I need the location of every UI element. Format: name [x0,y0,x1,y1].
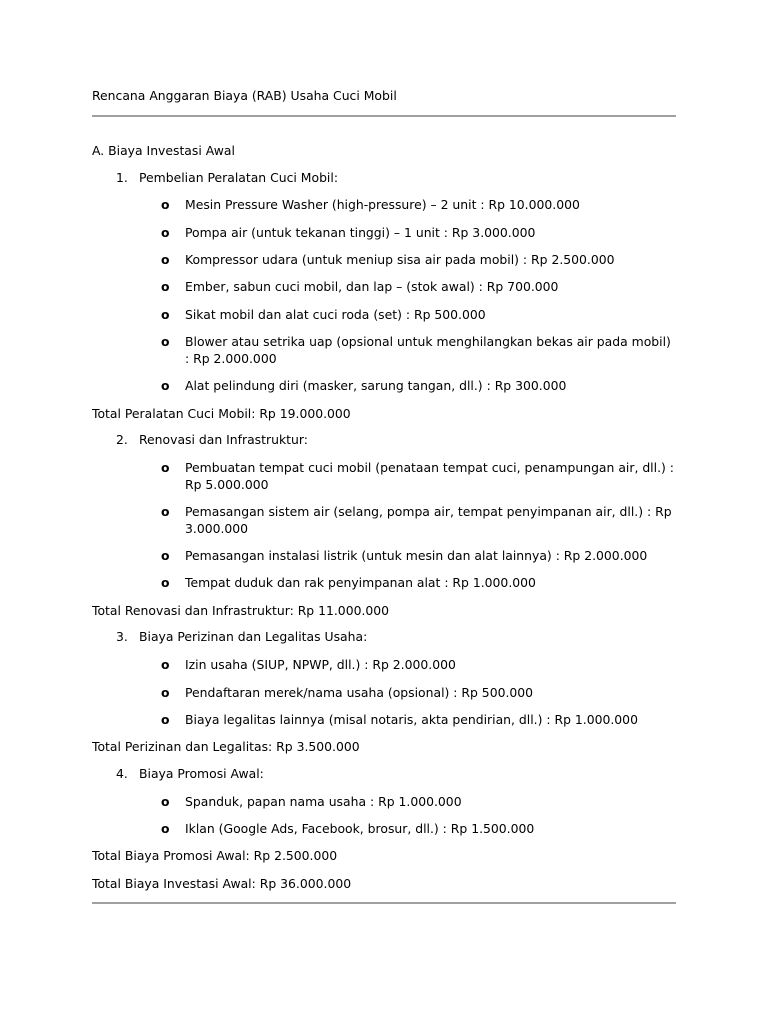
group-heading [92,629,676,646]
item-text: Pembuatan tempat cuci mobil (penataan tempat cuci, penampungan air, dll.) : Rp 5.000.000 [185,459,674,492]
item-list [92,794,676,838]
group-heading [92,766,676,783]
list-item [92,685,676,702]
bottom-divider [92,902,676,904]
list-item [92,794,676,811]
document-page [92,88,676,904]
bullet-icon: o [161,306,170,322]
bullet-icon: o [161,548,170,564]
list-item [92,197,676,214]
group-number: 1. [116,169,128,185]
bullet-icon: o [161,793,170,809]
group-total: Total Renovasi dan Infrastruktur: Rp 11.000.000 [92,602,390,618]
item-text: Pendaftaran merek/nama usaha (opsional) : Rp 500.000 [185,684,534,700]
bullet-icon: o [161,334,170,350]
list-item [92,460,676,493]
bullet-icon: o [161,459,170,475]
item-text: Kompressor udara (untuk meniup sisa air pada mobil) : Rp 2.500.000 [185,252,615,268]
list-item [92,657,676,674]
list-item [92,378,676,395]
item-text: Iklan (Google Ads, Facebook, brosur, dll.) : Rp 1.500.000 [185,821,535,836]
group-number: 3. [116,629,128,645]
group-title: Renovasi dan Infrastruktur: [139,432,308,448]
item-list [92,657,676,728]
item-text: Spanduk, papan nama usaha : Rp 1.000.000 [185,793,462,809]
bullet-icon: o [161,684,170,700]
list-item [92,712,676,729]
list-item [92,821,676,838]
list-item [92,548,676,565]
group-title: Biaya Perizinan dan Legalitas Usaha: [139,629,368,645]
list-item [92,504,676,537]
item-text: Alat pelindung diri (masker, sarung tangan, dll.) : Rp 300.000 [185,378,567,394]
bullet-icon: o [161,197,170,213]
group-total: Total Perizinan dan Legalitas: Rp 3.500.000 [92,739,360,755]
list-item [92,334,676,367]
section-heading: A. Biaya Investasi Awal [92,143,235,158]
group-heading [92,170,676,187]
group-title: Biaya Promosi Awal: [139,765,264,781]
item-text: Sikat mobil dan alat cuci roda (set) : Rp 500.000 [185,306,486,322]
group-total: Total Biaya Promosi Awal: Rp 2.500.000 [92,848,338,864]
item-list [92,197,676,394]
document-title: Rencana Anggaran Biaya (RAB) Usaha Cuci Mobil [92,88,397,103]
top-divider [92,115,676,117]
item-text: Biaya legalitas lainnya (misal notaris, akta pendirian, dll.) : Rp 1.000.000 [185,711,638,727]
item-list [92,460,676,592]
list-item [92,279,676,296]
item-text: Izin usaha (SIUP, NPWP, dll.) : Rp 2.000.000 [185,657,456,673]
bullet-icon: o [161,224,170,240]
list-item [92,307,676,324]
item-text: Pompa air (untuk tekanan tinggi) – 1 unit : Rp 3.000.000 [185,224,536,240]
bullet-icon: o [161,657,170,673]
bullet-icon: o [161,504,170,520]
bullet-icon: o [161,711,170,727]
grand-total: Total Biaya Investasi Awal: Rp 36.000.000 [92,875,352,891]
group-number: 2. [116,432,128,448]
item-text: Pemasangan instalasi listrik (untuk mesin dan alat lainnya) : Rp 2.000.000 [185,548,648,564]
item-text: Blower atau setrika uap (opsional untuk menghilangkan bekas air pada mobil) : Rp 2.000.000 [185,334,671,366]
bullet-icon: o [161,252,170,268]
item-text: Tempat duduk dan rak penyimpanan alat : Rp 1.000.000 [185,575,536,591]
list-item [92,252,676,269]
bullet-icon: o [161,821,170,836]
group-total: Total Peralatan Cuci Mobil: Rp 19.000.000 [92,405,351,421]
group-number: 4. [116,765,128,781]
bullet-icon: o [161,575,170,591]
group-heading [92,432,676,449]
bullet-icon: o [161,279,170,295]
list-item [92,575,676,592]
item-text: Ember, sabun cuci mobil, dan lap – (stok awal) : Rp 700.000 [185,279,559,295]
list-item [92,225,676,242]
item-text: Mesin Pressure Washer (high-pressure) – 2 unit : Rp 10.000.000 [185,197,580,213]
group-title: Pembelian Peralatan Cuci Mobil: [139,169,338,185]
item-text: Pemasangan sistem air (selang, pompa air, tempat penyimpanan air, dll.) : Rp 3.000.000 [185,504,672,536]
bullet-icon: o [161,378,170,394]
